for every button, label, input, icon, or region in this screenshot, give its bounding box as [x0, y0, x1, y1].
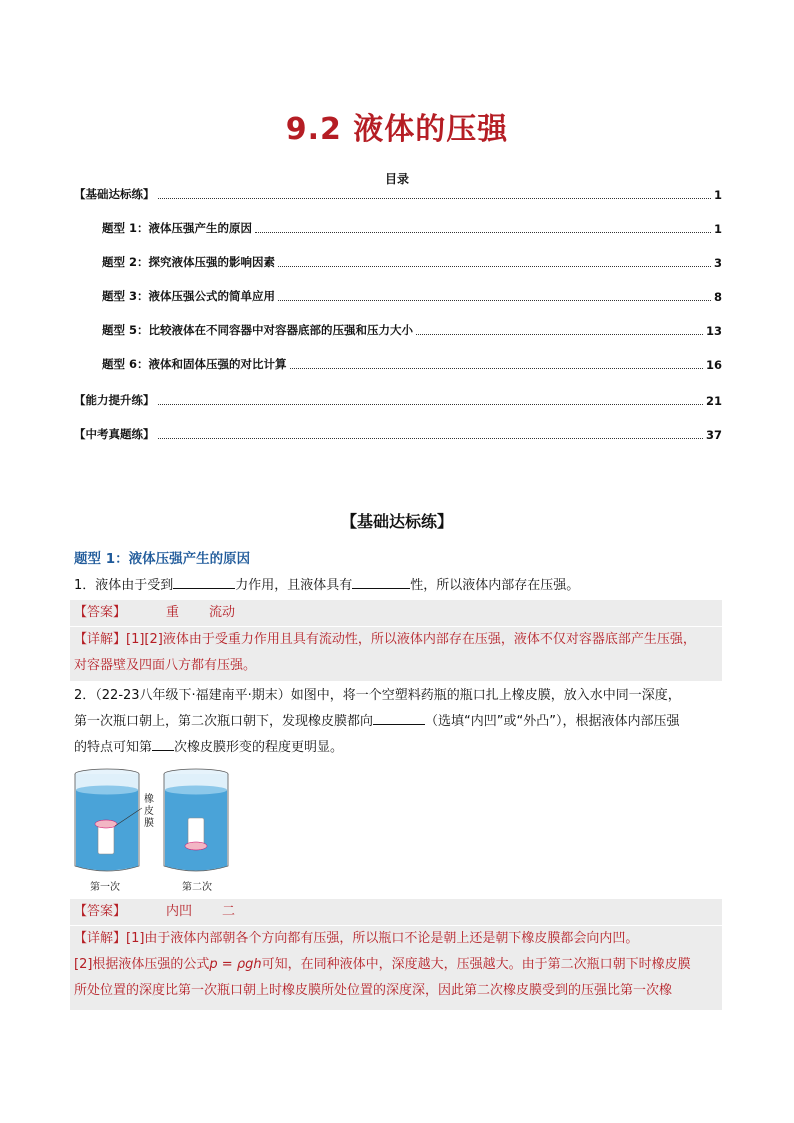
- toc-item-page: 3: [713, 256, 722, 270]
- answer-block: [70, 899, 722, 925]
- detail-block: [70, 627, 722, 681]
- toc-item-type2[interactable]: [102, 254, 722, 270]
- detail-block: [70, 926, 722, 1010]
- toc-item-type5[interactable]: [102, 322, 722, 338]
- detail-text: 对容器壁及四面八方都有压强。: [74, 658, 257, 673]
- formula: p = ρgh: [209, 957, 262, 972]
- toc-item-label: 题型 5：比较液体在不同容器中对容器底部的压强和压力大小: [102, 323, 414, 337]
- answer-block: [70, 600, 722, 626]
- detail-text: [2]根据液体压强的公式: [74, 957, 210, 972]
- toc-item-label: 【基础达标练】: [74, 187, 155, 201]
- question-text: （选填“内凹”或“外凸”），根据液体内部压强: [425, 714, 680, 729]
- detail-tag: 【详解】: [74, 931, 127, 946]
- answer-value: 流动: [209, 605, 236, 620]
- document-title: 9.2 液体的压强: [285, 112, 509, 147]
- toc-item-page: 16: [705, 358, 722, 372]
- answer-blank[interactable]: [173, 574, 235, 589]
- membrane-label: 皮: [144, 806, 154, 817]
- answer-value: 内凹: [166, 904, 193, 919]
- question-text: 1．液体由于受到: [74, 578, 174, 593]
- toc-leader-dots: [158, 198, 711, 199]
- toc-item-label: 题型 2：探究液体压强的影响因素: [102, 255, 276, 269]
- section-title: 【基础达标练】: [340, 512, 453, 531]
- detail-text: [1][2]液体由于受重力作用且具有流动性，所以液体内部存在压强，液体不仅对容器底部产生压强，: [126, 632, 696, 647]
- question-text: 第一次瓶口朝上，第二次瓶口朝下，发现橡皮膜都向: [74, 714, 374, 729]
- answer-blank[interactable]: [352, 574, 410, 589]
- answer-value: 重: [166, 605, 180, 620]
- toc-item-exam[interactable]: [74, 426, 722, 442]
- beaker-second: [164, 769, 228, 871]
- detail-text: 可知，在同种液体中，深度越大，压强越大。由于第二次瓶口朝下时橡皮膜: [261, 957, 691, 972]
- answer-tag: 【答案】: [74, 904, 127, 919]
- toc-item-page: 1: [713, 188, 722, 202]
- detail-text: [1]由于液体内部朝各个方向都有压强，所以瓶口不论是朝上还是朝下橡皮膜都会向内凹。: [126, 931, 639, 946]
- beaker-illustration: [70, 766, 230, 896]
- detail-tag: 【详解】: [74, 632, 127, 647]
- toc-leader-dots: [158, 404, 703, 405]
- toc-item-page: 21: [705, 394, 722, 408]
- figure-caption-second: 第二次: [182, 882, 212, 893]
- toc-item-label: 【中考真题练】: [74, 427, 155, 441]
- toc-item-type3[interactable]: [102, 288, 722, 304]
- toc-item-label: 题型 3：液体压强公式的简单应用: [102, 289, 276, 303]
- toc-item-label: 题型 6：液体和固体压强的对比计算: [102, 357, 287, 371]
- answer-blank[interactable]: [152, 736, 174, 751]
- answer-tag: 【答案】: [74, 605, 127, 620]
- membrane-label: 膜: [144, 818, 154, 829]
- membrane-label: 橡: [144, 794, 154, 805]
- question-text: 2．（22-23八年级下·福建南平·期末）如图中，将一个空塑料药瓶的瓶口扎上橡皮膜，放入水中同一深度，: [74, 688, 681, 703]
- toc-leader-dots: [278, 266, 711, 267]
- type-heading: 题型 1：液体压强产生的原因: [74, 551, 251, 567]
- question-2: [74, 683, 722, 761]
- question-1: [74, 573, 722, 599]
- question-text: 次橡皮膜形变的程度更明显。: [174, 740, 344, 755]
- toc-leader-dots: [290, 368, 703, 369]
- toc-item-advanced[interactable]: [74, 392, 722, 408]
- toc-item-basic[interactable]: [74, 186, 722, 202]
- toc-item-type6[interactable]: [102, 356, 722, 372]
- answer-value: 二: [222, 904, 236, 919]
- answer-blank[interactable]: [373, 710, 425, 725]
- question-text: 性，所以液体内部存在压强。: [410, 578, 580, 593]
- toc-leader-dots: [278, 300, 711, 301]
- toc-item-page: 37: [705, 428, 722, 442]
- toc-leader-dots: [416, 334, 703, 335]
- toc-item-page: 8: [713, 290, 722, 304]
- beaker-first: [75, 769, 139, 871]
- toc-item-label: 【能力提升练】: [74, 393, 155, 407]
- question-text: 的特点可知第: [74, 740, 153, 755]
- toc-item-page: 13: [705, 324, 722, 338]
- beaker-figure: [70, 766, 230, 896]
- toc-leader-dots: [255, 232, 711, 233]
- toc-item-label: 题型 1：液体压强产生的原因: [102, 221, 253, 235]
- toc-item-type1[interactable]: [102, 220, 722, 236]
- detail-text: 所处位置的深度比第一次瓶口朝上时橡皮膜所处位置的深度深，因此第二次橡皮膜受到的压强比第一次橡: [74, 983, 673, 998]
- toc-leader-dots: [158, 438, 703, 439]
- question-text: 力作用，且液体具有: [235, 578, 353, 593]
- toc-item-page: 1: [713, 222, 722, 236]
- figure-caption-first: 第一次: [90, 882, 120, 893]
- toc-heading: 目录: [384, 172, 409, 186]
